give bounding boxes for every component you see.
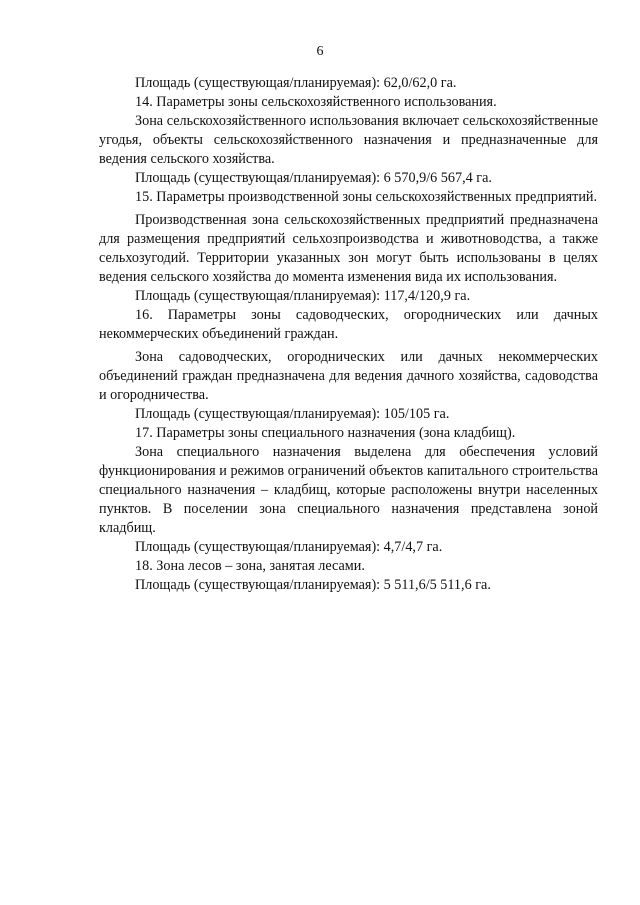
zone-description-paragraph: Производственная зона сельскохозяйственных предприятий предназначена для размещения предприятий сельхозпроизводства и животноводства, а также сельхозугодий. Территории указанных зон могут быть использованы в целях ведения сельского хозяйства до момента изменения вида их использования. — [99, 212, 598, 285]
area-paragraph: Площадь (существующая/планируемая): 105/105 га. — [135, 406, 450, 422]
section-heading-16: 16. Параметры зоны садоводческих, огороднических или дачных некоммерческих объединений граждан. — [99, 307, 598, 342]
area-paragraph: Площадь (существующая/планируемая): 117,4/120,9 га. — [135, 288, 471, 304]
zone-description-paragraph: Зона сельскохозяйственного использования включает сельскохозяйственные угодья, объекты сельскохозяйственного назначения и предназначенные для ведения сельского хозяйства. — [99, 113, 598, 167]
section-heading-18: 18. Зона лесов – зона, занятая лесами. — [135, 558, 365, 574]
zone-description-paragraph: Зона специального назначения выделена для обеспечения условий функционирования и режимов ограничений объектов капитального строительства специального назначения – кладбищ, которые расположены внутри населенных пунктов. В поселении зона специального назначения представлена зоной кладбищ. — [99, 444, 598, 536]
document-body — [99, 74, 598, 595]
zone-description-paragraph: Зона садоводческих, огороднических или дачных некоммерческих объединений граждан предназначена для ведения дачного хозяйства, садоводства и огородничества. — [99, 349, 598, 403]
area-paragraph: Площадь (существующая/планируемая): 62,0/62,0 га. — [135, 75, 457, 91]
area-paragraph: Площадь (существующая/планируемая): 6 570,9/6 567,4 га. — [135, 170, 492, 186]
section-heading-17: 17. Параметры зоны специального назначения (зона кладбищ). — [135, 425, 516, 441]
area-paragraph: Площадь (существующая/планируемая): 4,7/4,7 га. — [135, 539, 443, 555]
section-heading-14: 14. Параметры зоны сельскохозяйственного использования. — [135, 94, 497, 110]
section-heading-15: 15. Параметры производственной зоны сельскохозяйственных предприятий. — [135, 189, 598, 205]
area-paragraph: Площадь (существующая/планируемая): 5 511,6/5 511,6 га. — [135, 577, 491, 593]
page-number: 6 — [316, 44, 324, 59]
